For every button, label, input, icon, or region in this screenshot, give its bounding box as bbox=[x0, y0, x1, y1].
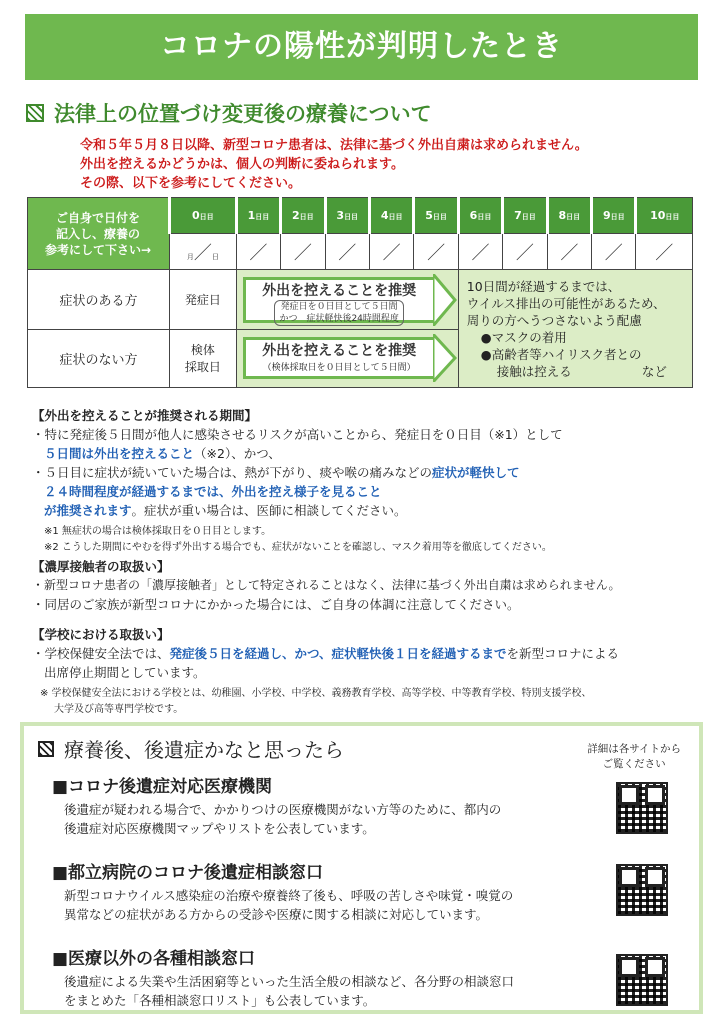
date-entry-9[interactable]: ／ bbox=[592, 234, 636, 270]
item-text-other-consultation: 後遺症による失業や生活困窮等といった生活全般の相談など、各分野の相談窓口 をまとめた「各種相談窓口リスト」も公表しています。 bbox=[64, 974, 515, 1008]
stay-home-period-symptomatic bbox=[236, 270, 458, 330]
detail-caption: 詳細は各サイトから ご覧ください bbox=[587, 743, 681, 770]
isolation-schedule-table bbox=[27, 197, 693, 388]
school-line: ・学校保健安全法では、発症後５日を経過し、かつ、症状軽快後１日を経過するまでを新型コロナによる bbox=[32, 646, 620, 661]
date-entry-1[interactable]: ／ bbox=[236, 234, 280, 270]
day-cell-7: 7日目 bbox=[503, 198, 547, 234]
section-heading-text: 法律上の位置づけ変更後の療養について bbox=[54, 102, 432, 126]
arrow-head-icon bbox=[433, 334, 457, 382]
day-cell-3: 3日目 bbox=[325, 198, 369, 234]
date-entry-0[interactable]: 月／日 bbox=[170, 234, 237, 270]
date-entry-8[interactable]: ／ bbox=[547, 234, 591, 270]
qr-code-icon[interactable] bbox=[616, 782, 668, 834]
footnote-2: ※2 こうした期間にやむを得ず外出する場合でも、症状がないことを確認し、マスク着用等を徹底してください。 bbox=[44, 542, 552, 553]
item-text-long-covid-clinics: 後遺症が疑われる場合で、かかりつけの医療機関がない方等のために、都内の 後遺症対応医療機関マップやリストを公表しています。 bbox=[64, 802, 502, 836]
notice-line: 令和５年５月８日以降、新型コロナ患者は、法律に基づく外出自粛は求められません。 bbox=[80, 138, 588, 153]
caution-line: ウイルス排出の可能性があるため、 bbox=[466, 296, 666, 311]
recommend-text: 外出を控えることを推奨 bbox=[262, 343, 417, 359]
period-line: ５日間は外出を控えること（※2）、かつ、 bbox=[44, 446, 281, 461]
school-footnote: 大学及び高等専門学校です。 bbox=[54, 704, 184, 715]
item-heading-other-consultation: ■医療以外の各種相談窓口 bbox=[52, 949, 256, 969]
date-entry-6[interactable]: ／ bbox=[458, 234, 502, 270]
date-entry-5[interactable]: ／ bbox=[414, 234, 458, 270]
day-cell-9: 9日目 bbox=[592, 198, 636, 234]
row-label-asymptomatic: 症状のない方 bbox=[28, 330, 170, 388]
arrow-head-icon bbox=[433, 274, 457, 326]
school-section bbox=[32, 625, 619, 718]
date-entry-7[interactable]: ／ bbox=[503, 234, 547, 270]
row-label-symptomatic: 症状のある方 bbox=[28, 270, 170, 330]
school-heading: 【学校における取扱い】 bbox=[32, 627, 170, 642]
caution-bullet-highrisk-cont: 接触は控える など bbox=[496, 364, 667, 379]
caution-line: 10日間が経過するまでは、 bbox=[466, 279, 621, 294]
close-contact-heading: 【濃厚接触者の取扱い】 bbox=[32, 559, 170, 574]
period-section bbox=[32, 406, 563, 556]
school-line: 出席停止期間としています。 bbox=[44, 665, 206, 680]
row-start-onset-day: 発症日 bbox=[170, 270, 237, 330]
recommend-arrow-symptomatic bbox=[243, 277, 433, 323]
row-start-sample-day: 検体 採取日 bbox=[170, 330, 237, 388]
period-line: ・５日目に症状が続いていた場合は、熱が下がり、痰や喉の痛みなどの症状が軽快して bbox=[32, 465, 520, 480]
day-cell-6: 6日目 bbox=[458, 198, 502, 234]
day-cell-2: 2日目 bbox=[281, 198, 325, 234]
post-recovery-title-text: 療養後、後遺症かなと思ったら bbox=[64, 738, 344, 762]
day-cell-0: 0日目 bbox=[170, 198, 237, 234]
header-label-line: 参考にして下さい→ bbox=[44, 242, 152, 257]
date-entry-4[interactable]: ／ bbox=[369, 234, 413, 270]
qr-code-icon[interactable] bbox=[616, 864, 668, 916]
section-heading-legal-status bbox=[26, 98, 432, 128]
schedule-header-label bbox=[28, 198, 170, 270]
header-label-line: 記入し、療養の bbox=[55, 226, 140, 241]
day-cell-10: 10日目 bbox=[636, 198, 693, 234]
page-title-banner: コロナの陽性が判明したとき bbox=[25, 14, 698, 80]
post-recovery-box bbox=[20, 722, 703, 1014]
stay-home-period-asymptomatic bbox=[236, 330, 458, 388]
day-cell-4: 4日目 bbox=[369, 198, 413, 234]
recommend-text: 外出を控えることを推奨 bbox=[262, 283, 417, 299]
footnote-1: ※1 無症状の場合は検体採取日を０日目とします。 bbox=[44, 526, 272, 537]
period-heading: 【外出を控えることが推奨される期間】 bbox=[32, 408, 258, 423]
header-label-line: ご自身で日付を bbox=[55, 210, 140, 225]
recommend-subtext: 発症日を０日目として５日間 かつ 症状軽快後24時間程度 bbox=[274, 300, 403, 326]
close-contact-line: ・新型コロナ患者の「濃厚接触者」として特定されることはなく、法律に基づく外出自粛は求められません。 bbox=[32, 578, 621, 592]
caution-bullet-mask: ●マスクの着用 bbox=[480, 330, 567, 345]
recommend-subtext: （検体採取日を０日目として５日間） bbox=[262, 363, 416, 373]
day-cell-8: 8日目 bbox=[547, 198, 591, 234]
item-heading-long-covid-clinics: ■コロナ後遺症対応医療機関 bbox=[52, 777, 273, 797]
item-heading-metro-hospital: ■都立病院のコロナ後遺症相談窓口 bbox=[52, 863, 324, 883]
day-cell-5: 5日目 bbox=[414, 198, 458, 234]
hatch-square-icon bbox=[38, 741, 54, 757]
recommend-arrow-asymptomatic bbox=[243, 337, 433, 379]
caution-period-box bbox=[458, 270, 692, 388]
notice-line: 外出を控えるかどうかは、個人の判断に委ねられます。 bbox=[80, 157, 404, 172]
period-line: ・特に発症後５日間が他人に感染させるリスクが高いことから、発症日を０日目（※1）として bbox=[32, 427, 563, 442]
item-text-metro-hospital: 新型コロナウイルス感染症の治療や療養終了後も、呼吸の苦しさや味覚・嗅覚の 異常などの症状がある方からの受診や医療に関する相談に対応しています。 bbox=[64, 888, 514, 922]
notice-line: その際、以下を参考にしてください。 bbox=[80, 176, 302, 191]
notice-red-text bbox=[80, 136, 588, 193]
qr-code-icon[interactable] bbox=[616, 954, 668, 1006]
close-contact-line: ・同居のご家族が新型コロナにかかった場合には、ご自身の体調に注意してください。 bbox=[32, 597, 520, 612]
date-entry-10[interactable]: ／ bbox=[636, 234, 693, 270]
hatch-square-icon bbox=[26, 104, 44, 122]
caution-bullet-highrisk: ●高齢者等ハイリスク者との bbox=[480, 347, 642, 362]
school-footnote: ※ 学校保健安全法における学校とは、幼稚園、小学校、中学校、義務教育学校、高等学校、中等教育学校、特別支援学校、 bbox=[40, 688, 592, 699]
date-entry-3[interactable]: ／ bbox=[325, 234, 369, 270]
period-line: ２４時間程度が経過するまでは、外出を控え様子を見ること bbox=[44, 484, 382, 499]
day-cell-1: 1日目 bbox=[236, 198, 280, 234]
caution-line: 周りの方へうつさないよう配慮 bbox=[466, 313, 642, 328]
close-contact-section bbox=[32, 557, 621, 614]
period-line: が推奨されます。症状が重い場合は、医師に相談してください。 bbox=[44, 503, 407, 518]
post-recovery-title bbox=[38, 734, 344, 763]
caution-note bbox=[467, 278, 667, 380]
date-entry-2[interactable]: ／ bbox=[281, 234, 325, 270]
